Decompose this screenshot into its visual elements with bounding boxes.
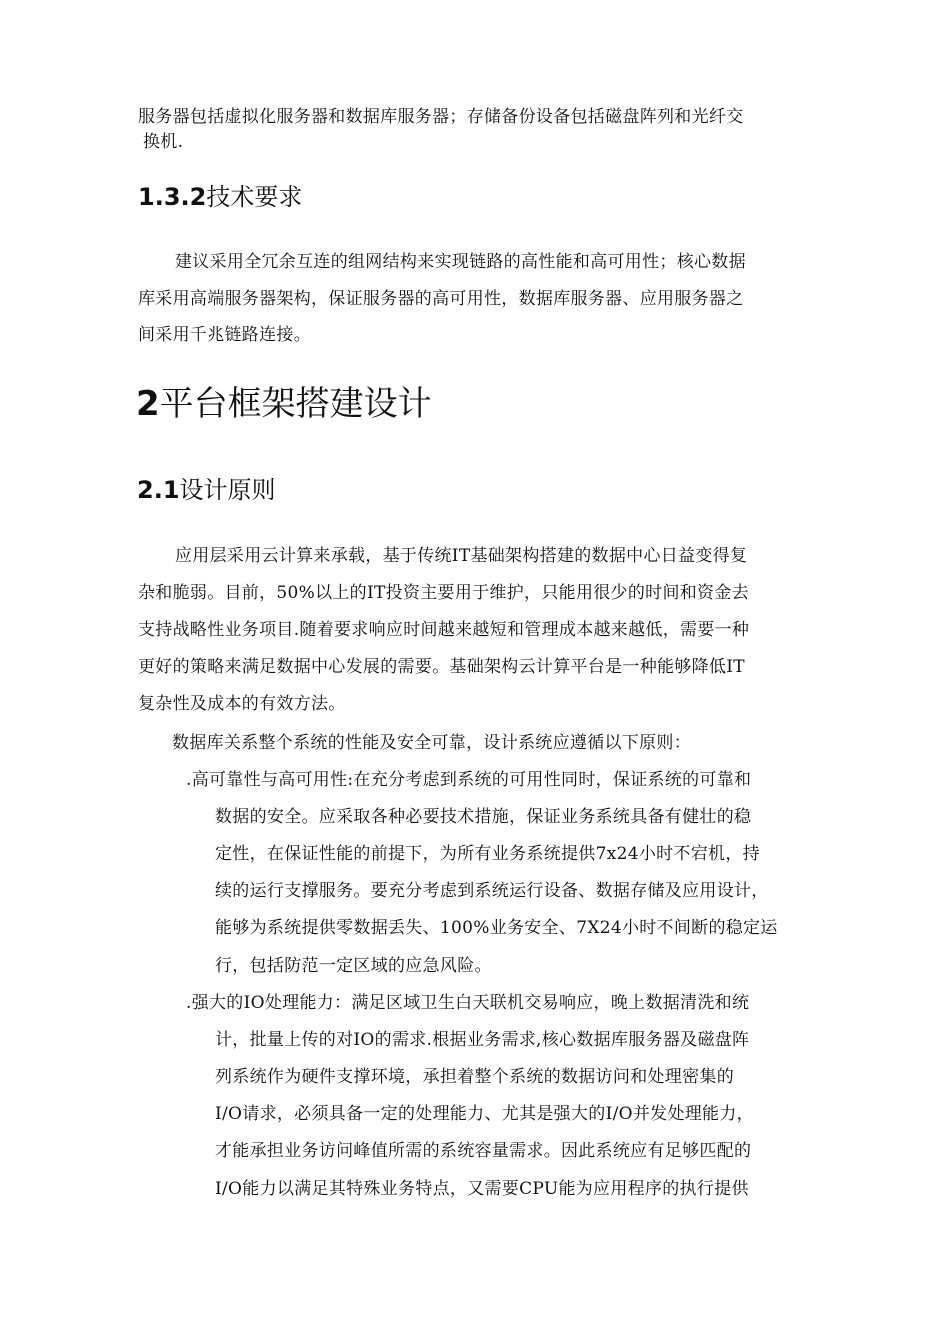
paragraph-line: 复杂性及成本的有效方法。	[138, 694, 346, 714]
paragraph-line: 数据库关系整个系统的性能及安全可靠，设计系统应遵循以下原则：	[172, 733, 691, 753]
intro-line-1: 服务器包括虚拟化服务器和数据库服务器；存储备份设备包括磁盘阵列和光纤交	[138, 107, 744, 127]
section-2-1-heading	[137, 475, 276, 505]
list-item-line: 能够为系统提供零数据丢失、100%业务安全、7X24小时不间断的稳定运	[215, 918, 778, 938]
paragraph-line: 杂和脆弱。目前，50%以上的IT投资主要用于维护，只能用很少的时间和资金去	[138, 583, 749, 603]
list-item-line: 才能承担业务访问峰值所需的系统容量需求。因此系统应有足够匹配的	[215, 1141, 752, 1161]
list-item-line: .强大的IO处理能力：满足区域卫生白天联机交易响应，晚上数据清洗和统	[186, 993, 750, 1013]
paragraph-line: 更好的策略来满足数据中心发展的需要。基础架构云计算平台是一种能够降低IT	[138, 657, 745, 677]
section-title: 技术要求	[206, 183, 303, 211]
list-item-line: I/O请求，必须具备一定的处理能力、尤其是强大的I/O并发处理能力，	[215, 1104, 754, 1124]
list-item-line: 数据的安全。应采取各种必要技术措施，保证业务系统具备有健壮的稳	[215, 807, 752, 827]
chapter-title: 平台框架搭建设计	[159, 384, 432, 424]
chapter-number: 2	[136, 384, 160, 424]
paragraph-line: 建议采用全冗余互连的组网结构来实现链路的高性能和高可用性；核心数据	[175, 252, 746, 272]
section-1-3-2-heading	[138, 182, 302, 212]
list-item-line: I/O能力以满足其特殊业务特点，又需要CPU能为应用程序的执行提供	[215, 1179, 749, 1199]
list-item-line: 定性，在保证性能的前提下，为所有业务系统提供7x24小时不宕机，持	[215, 844, 760, 864]
list-item-line: 计，批量上传的对IO的需求.根据业务需求,核心数据库服务器及磁盘阵	[215, 1030, 750, 1050]
paragraph-line: 支持战略性业务项目.随着要求响应时间越来越短和管理成本越来越低，需要一种	[138, 620, 750, 640]
section-title: 设计原则	[179, 476, 276, 504]
chapter-2-heading	[136, 383, 432, 425]
section-number: 2.1	[137, 476, 180, 504]
paragraph-line: 应用层采用云计算来承载，基于传统IT基础架构搭建的数据中心日益变得复	[175, 546, 748, 566]
paragraph-line: 间采用千兆链路连接。	[138, 325, 311, 345]
paragraph-line: 库采用高端服务器架构，保证服务器的高可用性，数据库服务器、应用服务器之	[138, 289, 744, 309]
list-item-line: 行，包括防范一定区域的应急风险。	[215, 956, 492, 976]
list-item-line: 列系统作为硬件支撑环境，承担着整个系统的数据访问和处理密集的	[215, 1067, 734, 1087]
list-item-line: 续的运行支撑服务。要充分考虑到系统运行设备、数据存储及应用设计，	[215, 881, 769, 901]
intro-line-2: 换机.	[143, 132, 184, 152]
section-number: 1.3.2	[138, 183, 207, 211]
list-item-line: .高可靠性与高可用性:在充分考虑到系统的可用性同时，保证系统的可靠和	[186, 770, 752, 790]
